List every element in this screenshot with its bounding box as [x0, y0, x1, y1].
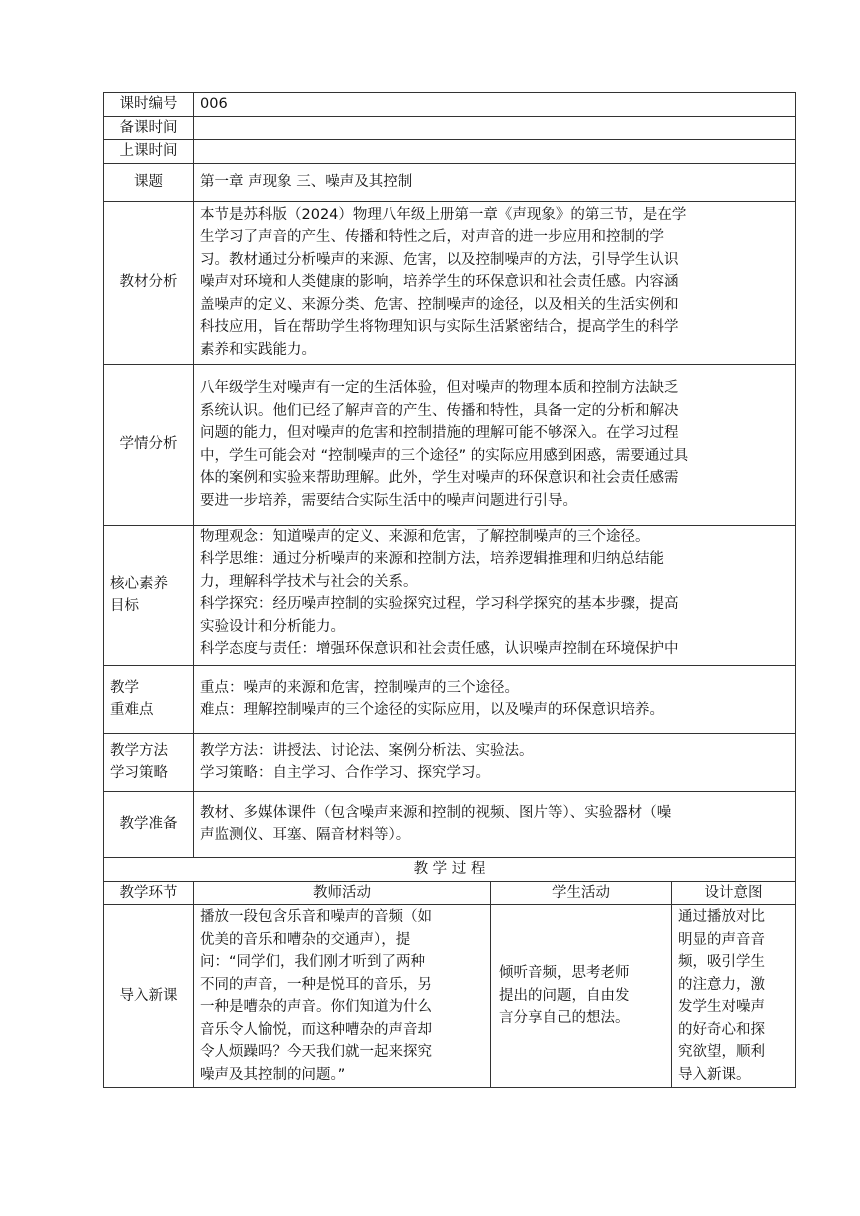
- methods-label-line1: 教学方法: [110, 742, 168, 759]
- text-line: 明显的声音音: [678, 931, 765, 948]
- text-line: 声监测仪、耳塞、隔音材料等）。: [200, 827, 411, 843]
- text-line: 物理观念：知道噪声的定义、来源和危害，了解控制噪声的三个途径。: [200, 528, 650, 545]
- text-line: 生学习了声音的产生、传播和特性之后，对声音的进一步应用和控制的学: [200, 229, 664, 246]
- row-student-analysis: [104, 364, 796, 525]
- prep-time-label: 备课时间: [104, 116, 194, 140]
- core-literacy-content: [194, 525, 796, 665]
- text-line: 教学方法：讲授法、讨论法、案例分析法、实验法。: [200, 742, 534, 759]
- core-literacy-label-line1: 核心素养: [110, 575, 168, 592]
- core-literacy-label-line2: 目标: [110, 598, 139, 614]
- student-analysis-label: 学情分析: [104, 364, 194, 525]
- key-points-label-line1: 教学: [110, 679, 139, 696]
- textbook-analysis-content: [194, 201, 796, 364]
- key-points-label-line2: 重难点: [110, 702, 154, 718]
- text-line: 噪声对环境和人类健康的影响，培养学生的环保意识和社会责任感。内容涵: [200, 274, 679, 291]
- text-line: 问：“同学们，我们刚才听到了两种: [200, 954, 426, 970]
- methods-label: [104, 733, 194, 791]
- row-core-literacy: [104, 525, 796, 665]
- text-line: 音乐令人愉悦，而这种嘈杂的声音却: [200, 1021, 432, 1038]
- text-line: 科学思维：通过分析噪声的来源和控制方法，培养逻辑推理和归纳总结能: [200, 551, 664, 567]
- text-line: 播放一段包含乐音和噪声的音频（如: [200, 909, 432, 925]
- row-class-time: [104, 140, 796, 164]
- text-line: 实验设计和分析能力。: [200, 618, 345, 635]
- methods-label-line2: 学习策略: [110, 765, 168, 781]
- text-line: 科学探究：经历噪声控制的实验探究过程，学习科学探究的基本步骤，提高: [200, 596, 679, 612]
- row-prep-time: [104, 116, 796, 140]
- text-line: 重点：噪声的来源和危害，控制噪声的三个途径。: [200, 679, 519, 696]
- core-literacy-clip: [200, 526, 789, 663]
- topic-value: 第一章 声现象 三、噪声及其控制: [194, 163, 796, 201]
- text-line: 难点：理解控制噪声的三个途径的实际应用，以及噪声的环保意识培养。: [200, 702, 664, 718]
- row-methods: [104, 733, 796, 791]
- methods-content: [194, 733, 796, 791]
- text-line: 导入新课。: [678, 1066, 751, 1083]
- text-line: 本节是苏科版（2024）物理八年级上册第一章《声现象》的第三节，是在学: [200, 206, 687, 223]
- text-line: 学习策略：自主学习、合作学习、探究学习。: [200, 765, 490, 781]
- preparation-content: [194, 791, 796, 857]
- header-design-intent: 设计意图: [672, 881, 796, 905]
- core-literacy-label: [104, 525, 194, 665]
- topic-label: 课题: [104, 163, 194, 201]
- header-teacher-activity: 教师活动: [194, 881, 491, 905]
- text-line: 中，学生可能会对 “控制噪声的三个途径” 的实际应用感到困惑，需要通过具: [200, 447, 689, 464]
- text-line: 科学态度与责任：增强环保意识和社会责任感，认识噪声控制在环境保护中: [200, 641, 679, 657]
- key-points-label: [104, 665, 194, 733]
- preparation-label: 教学准备: [104, 791, 194, 857]
- text-line: 习。教材通过分析噪声的来源、危害，以及控制噪声的方法，引导学生认识: [200, 251, 679, 268]
- text-line: 盖噪声的定义、来源分类、危害、控制噪声的途径，以及相关的生活实例和: [200, 296, 679, 313]
- text-line: 科技应用，旨在帮助学生将物理知识与实际生活紧密结合，提高学生的科学: [200, 319, 679, 336]
- stage-intro: 导入新课: [104, 905, 194, 1088]
- text-line: 的好奇心和探: [678, 1021, 765, 1038]
- text-line: 令人烦躁吗？今天我们就一起来探究: [200, 1044, 432, 1060]
- textbook-analysis-label: 教材分析: [104, 201, 194, 364]
- process-title: 教 学 过 程: [104, 857, 796, 881]
- text-line: 究欲望，顺利: [678, 1044, 765, 1060]
- text-line: 优美的音乐和嘈杂的交通声），提: [200, 931, 411, 948]
- row-process-intro: [104, 905, 796, 1088]
- student-activity-intro: [491, 905, 672, 1088]
- prep-time-value: [194, 116, 796, 140]
- text-line: 八年级学生对噪声有一定的生活体验，但对噪声的物理本质和控制方法缺乏: [200, 380, 679, 396]
- row-process-headers: [104, 881, 796, 905]
- text-line: 频，吸引学生: [678, 954, 765, 970]
- text-line: 言分享自己的想法。: [499, 1010, 630, 1027]
- header-student-activity: 学生活动: [491, 881, 672, 905]
- text-line: 提出的问题，自由发: [499, 987, 630, 1004]
- text-line: 不同的声音，一种是悦耳的音乐，另: [200, 976, 432, 993]
- row-key-points: [104, 665, 796, 733]
- text-line: 体的案例和实验来帮助理解。此外，学生对噪声的环保意识和社会责任感需: [200, 470, 679, 486]
- text-line: 系统认识。他们已经了解声音的产生、传播和特性，具备一定的分析和解决: [200, 402, 679, 419]
- class-time-value: [194, 140, 796, 164]
- text-line: 倾听音频，思考老师: [499, 965, 630, 982]
- text-line: 一种是嘈杂的声音。你们知道为什么: [200, 999, 432, 1015]
- lesson-number-value: 006: [194, 93, 796, 117]
- teacher-activity-intro: [194, 905, 491, 1088]
- text-line: 噪声及其控制的问题。”: [200, 1066, 346, 1083]
- text-line: 问题的能力，但对噪声的危害和控制措施的理解可能不够深入。在学习过程: [200, 425, 679, 441]
- class-time-label: 上课时间: [104, 140, 194, 164]
- header-stage: 教学环节: [104, 881, 194, 905]
- text-line: 教材、多媒体课件（包含噪声来源和控制的视频、图片等）、实验器材（噪: [200, 804, 672, 821]
- text-line: 力，理解科学技术与社会的关系。: [200, 573, 418, 590]
- row-textbook-analysis: [104, 201, 796, 364]
- text-line: 通过播放对比: [678, 909, 765, 925]
- row-process-title: [104, 857, 796, 881]
- lesson-plan-table: [103, 92, 796, 1088]
- text-line: 发学生对噪声: [678, 999, 765, 1015]
- lesson-number-label: 课时编号: [104, 93, 194, 117]
- row-topic: [104, 163, 796, 201]
- lesson-plan: [103, 92, 795, 1088]
- row-lesson-number: [104, 93, 796, 117]
- text-line: 素养和实践能力。: [200, 341, 316, 358]
- design-intent-intro: [672, 905, 796, 1088]
- text-line: 的注意力，激: [678, 976, 765, 993]
- student-analysis-content: [194, 364, 796, 525]
- text-line: 要进一步培养，需要结合实际生活中的噪声问题进行引导。: [200, 492, 577, 509]
- key-points-content: [194, 665, 796, 733]
- row-preparation: [104, 791, 796, 857]
